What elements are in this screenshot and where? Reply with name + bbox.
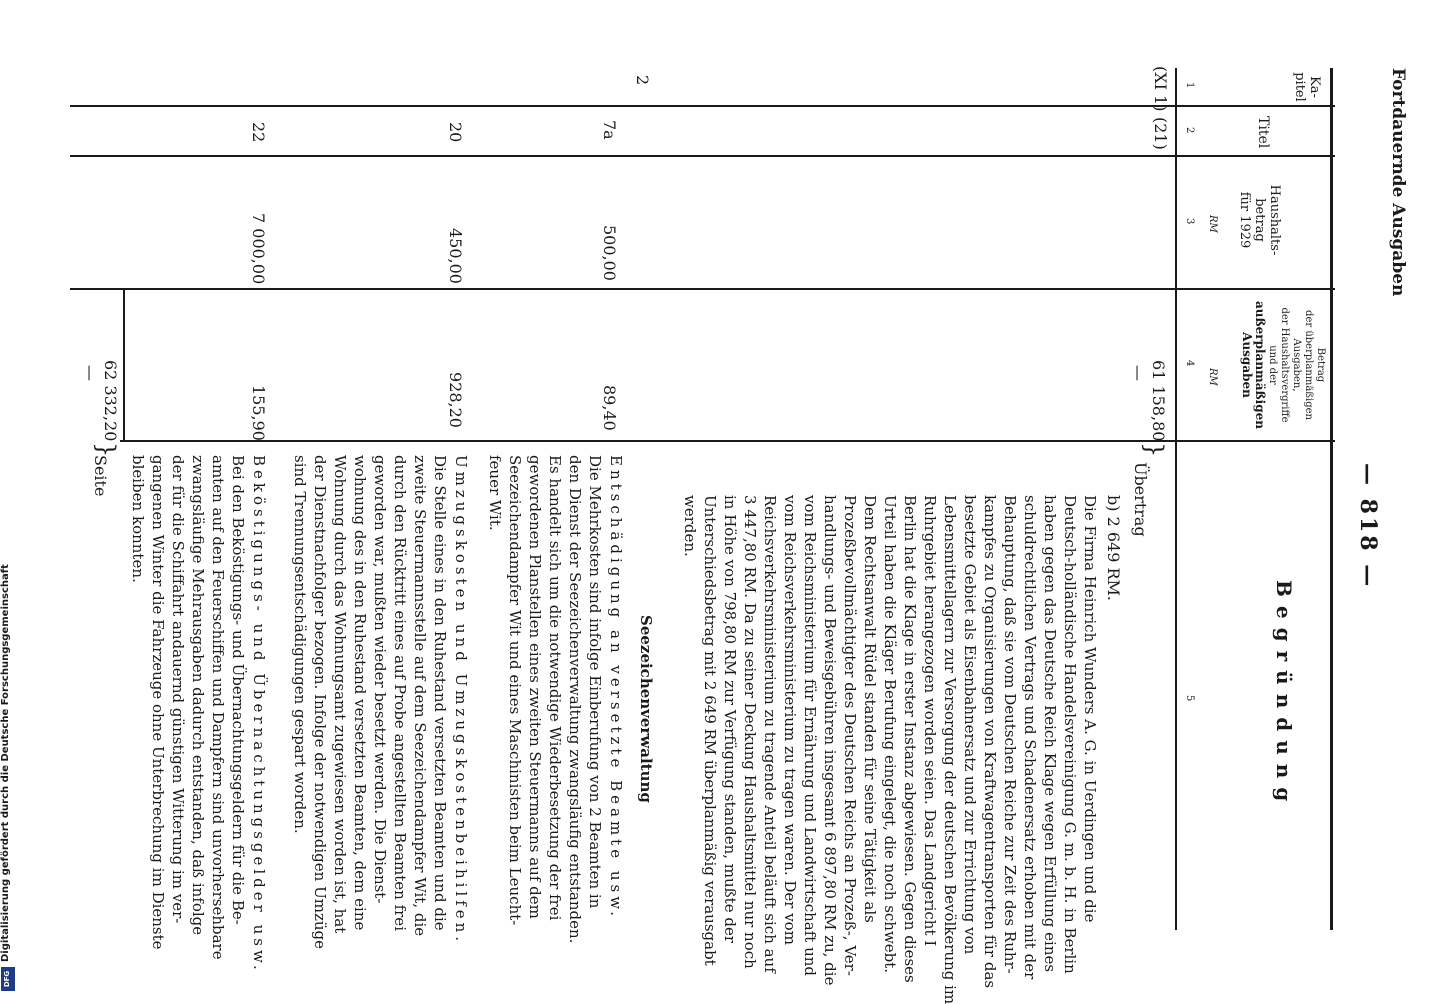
row-22-titel: 22 (249, 122, 268, 143)
header-kapitel: Ka- pitel (1292, 72, 1322, 102)
section-title: Seezeichenverwaltung (637, 615, 655, 803)
heading-20: Umzugskosten und Umzugskostenbeihilfen. (452, 455, 470, 946)
row-20-titel: 20 (446, 122, 465, 143)
uebertrag-brace: } (1140, 442, 1168, 458)
uebertrag-label: Übertrag (1131, 462, 1150, 537)
header-ueber-text: Betrag der überplanmäßigen Ausgaben, der Haushaltsvergriffe und der (1267, 307, 1326, 423)
kapitel-value: (XI 1) (1151, 66, 1170, 112)
row-20-betrag: 928,20 (446, 372, 465, 428)
row-7a-haushalt: 500,00 (600, 225, 619, 281)
header-titel: Titel (1255, 116, 1271, 149)
sum-rule (123, 290, 125, 440)
uebertrag-dash: — (1129, 365, 1148, 381)
row-7a-betrag: 89,40 (600, 385, 619, 431)
seite-dash: — (81, 365, 100, 381)
row-22-haushalt: 7 000,00 (249, 213, 268, 285)
dfg-logo (1, 967, 15, 991)
col-number-rule (1175, 68, 1177, 930)
running-head: Fortdauernde Ausgaben (1388, 68, 1408, 297)
header-begruendung: Begründung (1272, 580, 1296, 811)
header-haushalt: Haushalts- betrag für 1929 (1237, 184, 1282, 256)
header-ueber-bold: außerplanmäßigen Ausgaben (1240, 301, 1267, 429)
col-divider-3 (70, 288, 1335, 290)
paragraph-20: Die Stelle eines in den Ruhestand versetzten Beamten und die zweite Steuermannsstelle auf dem Seezeichendampfer Wit, die durch den Rücktritt eines auf Probe angestellten Beamten frei geworden war, mußten wieder besetzt werden. Die Dienst- wohnung des in den Ruhestand versetzten Beamten, dem eine Wohnung durch das Wohnungsamt zugewiesen worden ist, hat der Dienstnachfolger bezogen. Infolge der notwendigen Umzüge sind Trennungsentschädigungen gespart worden. (291, 455, 449, 949)
row-22-betrag: 155,90 (249, 385, 268, 441)
heading-22: Beköstigungs- und Übernachtungsgelder usw. (250, 455, 268, 974)
header-ueber-unit: RM (1207, 368, 1218, 386)
col-divider-2 (70, 155, 1335, 157)
b-item: b) 2 649 RM. (1104, 495, 1123, 601)
col-num-3: 3 (1184, 218, 1195, 225)
seite-betrag: 62 332,20 (101, 360, 120, 442)
seite-brace: } (92, 442, 120, 458)
table-top-rule (1330, 68, 1333, 930)
col-num-4: 4 (1184, 360, 1195, 367)
section-number: 2 (633, 75, 652, 86)
dfg-logo-text: DFG (3, 970, 12, 988)
uebertrag-betrag: 61 158,80 (1149, 360, 1168, 442)
seite-label: Seite (91, 455, 110, 497)
page-number: — 818 — (1355, 463, 1381, 590)
col-divider-1 (70, 105, 1335, 107)
row-7a-titel: 7a (600, 120, 619, 140)
col-num-5: 5 (1184, 695, 1195, 702)
titel-value: (21) (1151, 117, 1170, 150)
row-20-haushalt: 450,00 (446, 228, 465, 284)
heading-7a: Entschädigung an versetzte Beamte usw. (607, 455, 625, 921)
header-haushalt-unit: RM (1207, 215, 1218, 233)
header-ueberplanmaessig (1240, 296, 1326, 434)
paragraph-b: Die Firma Heinrich Wunders A. G. in Uerdingen und die Deutsch-holländische Handelsvereinigung G. m. b. H. in Berlin haben gegen das Deutsche Reich Klage wegen Erfüllung eines schuldrechtlichen Vertrags und Schadenersatz erhoben mit der Behauptung, daß sie vom Deutschen Reiche zur Zeit des Ruhr- kampfes zu Organisierungen von Kraftwagentransporten für das besetzte Gebiet als Eisenbahnersatz und zur Errichtung von Lebensmittellagern zur Versorgung der deutschen Bevölkerung im Ruhrgebiet herangezogen worden seien. Das Landgericht I Berlin hat die Klage in erster Instanz abgewiesen. Gegen dieses Urteil haben die Kläger Berufung eingelegt, die noch schwebt. Dem Rechtsanwalt Rüdel standen für seine Tätigkeit als Prozeßbevollmächtigter des Deutschen Reichs an Prozeß-, Ver- handlungs- und Beweisgebühren insgesamt 6 897,80 RM zu, die vom Reichsministerium für Ernährung und Landwirtschaft und vom Reichsverkehrsministerium zu tragen waren. Der vom Reichsverkehrsministerium zu tragende Anteil beläuft sich auf 3 447,80 RM. Da zu seiner Deckung Haushaltsmittel nur noch in Höhe von 798,80 RM zur Verfügung standen, mußte der Unterschiedsbetrag mit 2 649 RM überplanmäßig verausgabt werden. (681, 495, 1099, 1004)
col-num-1: 1 (1184, 82, 1195, 89)
col-num-2: 2 (1184, 127, 1195, 134)
paragraph-7a: Die Mehrkosten sind infolge Einberufung von 2 Beamten in den Dienst der Seezeichenverwaltung zwangsläufig entstanden. Es handelt sich um die notwendige Wiederbesetzung der frei gewordenen Planstellen eines zweiten Steuermanns auf dem Seezeichendampfer Wit und eines Maschinisten beim Leucht- feuer Wit. (486, 455, 604, 944)
digitization-credit: Digitalisierung gefördert durch die Deutsche Forschungsgemeinschaft (0, 564, 11, 962)
paragraph-22: Bei den Beköstigungs- und Übernachtungsgeldern für die Be- amten auf den Feuerschiffen und Dampfern sind unvorhersehbare zwangsläufige Mehrausgaben dadurch entstanden, daß infolge der für die Schiffahrt andauernd günstigen Witterung im ver- gangenen Winter die Fahrzeuge ohne Unterbrechung im Dienste bleiben konnten. (129, 455, 247, 960)
